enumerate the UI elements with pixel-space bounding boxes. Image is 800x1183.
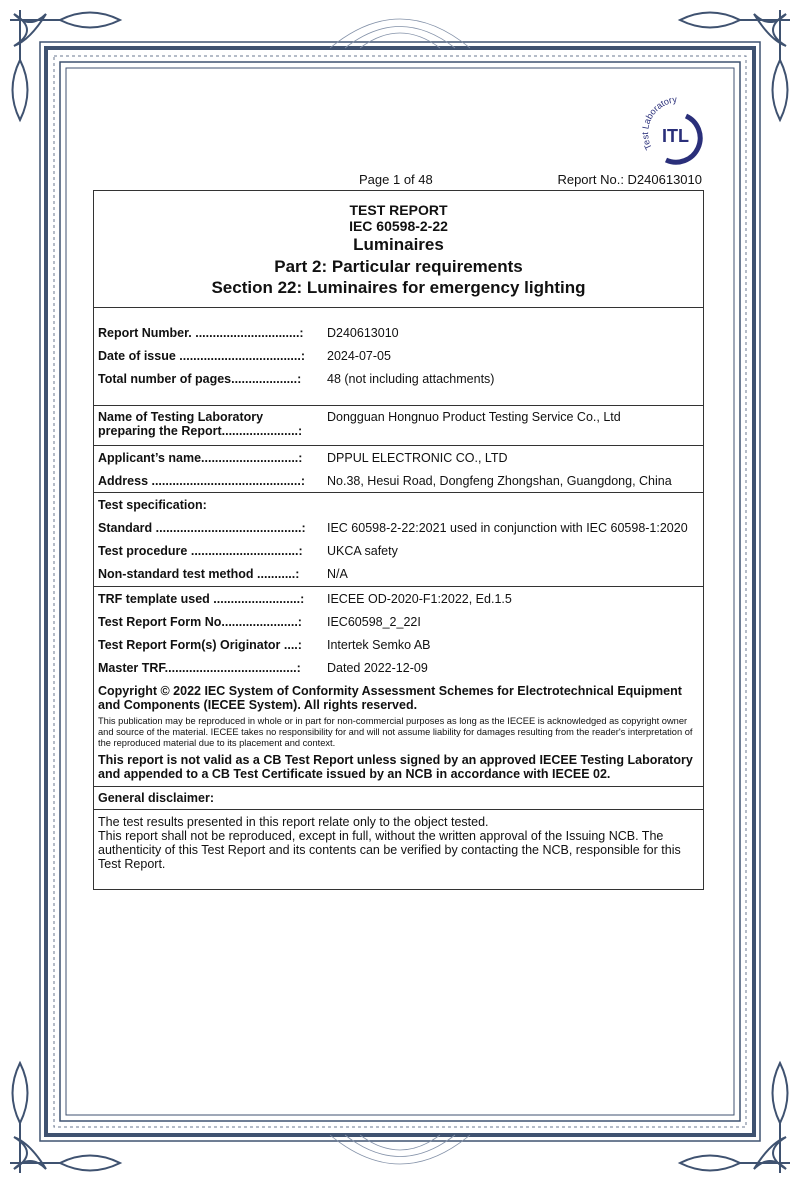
field-label: Report Number. ..............................: [98, 326, 304, 340]
info-row-report-number [94, 322, 703, 345]
disclaimer-heading: General disclaimer: [94, 787, 703, 810]
itl-logo-mark [640, 96, 720, 176]
disclaimer-section [94, 787, 703, 871]
field-label: Test Report Form(s) Originator ....: [98, 638, 302, 652]
spec-row-nonstandard [94, 563, 703, 586]
spec-heading: Test specification: [98, 498, 207, 512]
title-test-report: TEST REPORT [349, 202, 448, 218]
disclaimer-line1: The test results presented in this report relate only to the object tested. [98, 815, 489, 829]
field-value: Dated 2022-12-09 [327, 661, 428, 675]
report-title-block [94, 191, 703, 308]
field-value: 48 (not including attachments) [327, 372, 495, 386]
report-table [93, 190, 704, 890]
copyright-heading: Copyright © 2022 IEC System of Conformity Assessment Schemes for Electrotechnical Equipment and Components (IECEE System). All rights reserved. [98, 684, 682, 712]
title-standard: IEC 60598-2-22 [349, 218, 448, 234]
field-value: Intertek Semko AB [327, 638, 431, 652]
lab-section [94, 406, 703, 446]
field-value: 2024-07-05 [327, 349, 391, 363]
logo-mark-text: ITL [662, 126, 689, 146]
trf-row-form-no [94, 611, 703, 634]
logo-arc-text: Test Laboratory [640, 96, 678, 152]
title-part: Part 2: Particular requirements [274, 257, 523, 276]
field-label: Applicant’s name............................: [98, 451, 303, 465]
applicant-row-address [94, 470, 703, 493]
trf-section [94, 587, 703, 680]
spec-heading-row [94, 494, 703, 517]
copyright-notice: This publication may be reproduced in whole or in part for non-commercial purposes as long as the IECEE is acknowledged as copyright owner and source of the material. IECEE takes no responsibility for and will not assume liability for damages resulting from the reader's interpretation of the reproduced material due to its placement and context. [98, 716, 693, 748]
field-value: DPPUL ELECTRONIC CO., LTD [327, 451, 508, 465]
report-info-section [94, 308, 703, 406]
field-label: Standard ..........................................: [98, 521, 306, 535]
test-spec-section [94, 493, 703, 587]
lab-value: Dongguan Hongnuo Product Testing Service Co., Ltd [327, 410, 621, 424]
applicant-row-name [94, 447, 703, 470]
copyright-section [94, 680, 703, 787]
field-value: IEC 60598-2-22:2021 used in conjunction with IEC 60598-1:2020 [327, 521, 688, 535]
lab-label [94, 406, 323, 445]
field-label: Address ...........................................: [98, 474, 305, 488]
itl-logo [640, 96, 720, 176]
field-label: Date of issue ...................................: [98, 349, 305, 363]
lab-label-line1: Name of Testing Laboratory [98, 410, 264, 424]
field-value: IECEE OD-2020-F1:2022, Ed.1.5 [327, 592, 512, 606]
field-value: UKCA safety [327, 544, 398, 558]
spec-row-procedure [94, 540, 703, 563]
field-value: D240613010 [327, 326, 399, 340]
applicant-section [94, 446, 703, 493]
trf-row-master [94, 657, 703, 680]
field-label: Master TRF......................................: [98, 661, 301, 675]
page-number: Page 1 of 48 [359, 172, 433, 187]
field-label: Test procedure ...............................: [98, 544, 303, 558]
spec-row-standard [94, 517, 703, 540]
trf-row-originator [94, 634, 703, 657]
field-label: Test Report Form No......................: [98, 615, 302, 629]
validity-warning: This report is not valid as a CB Test Report unless signed by an approved IECEE Testing Laboratory and appended to a CB Test Certificate issued by an NCB in accordance with IECEE 02. [98, 753, 693, 781]
field-value: No.38, Hesui Road, Dongfeng Zhongshan, Guangdong, China [327, 474, 672, 488]
title-section: Section 22: Luminaires for emergency lighting [211, 278, 586, 297]
title-luminaires: Luminaires [353, 235, 444, 254]
info-row-pages [94, 368, 703, 391]
header-report-number: Report No.: D240613010 [557, 172, 702, 187]
disclaimer-line2: This report shall not be reproduced, except in full, without the written approval of the Issuing NCB. The authenticity of this Test Report and its contents can be verified by contacting the NCB, responsible for this Test Report. [98, 829, 681, 871]
field-label: TRF template used .........................: [98, 592, 305, 606]
lab-label-line2: preparing the Report......................: [98, 424, 303, 438]
field-value: IEC60598_2_22I [327, 615, 421, 629]
field-label: Non-standard test method ...........: [98, 567, 300, 581]
info-row-date [94, 345, 703, 368]
field-label: Total number of pages...................: [98, 372, 302, 386]
trf-row-template [94, 588, 703, 611]
field-value: N/A [327, 567, 348, 581]
